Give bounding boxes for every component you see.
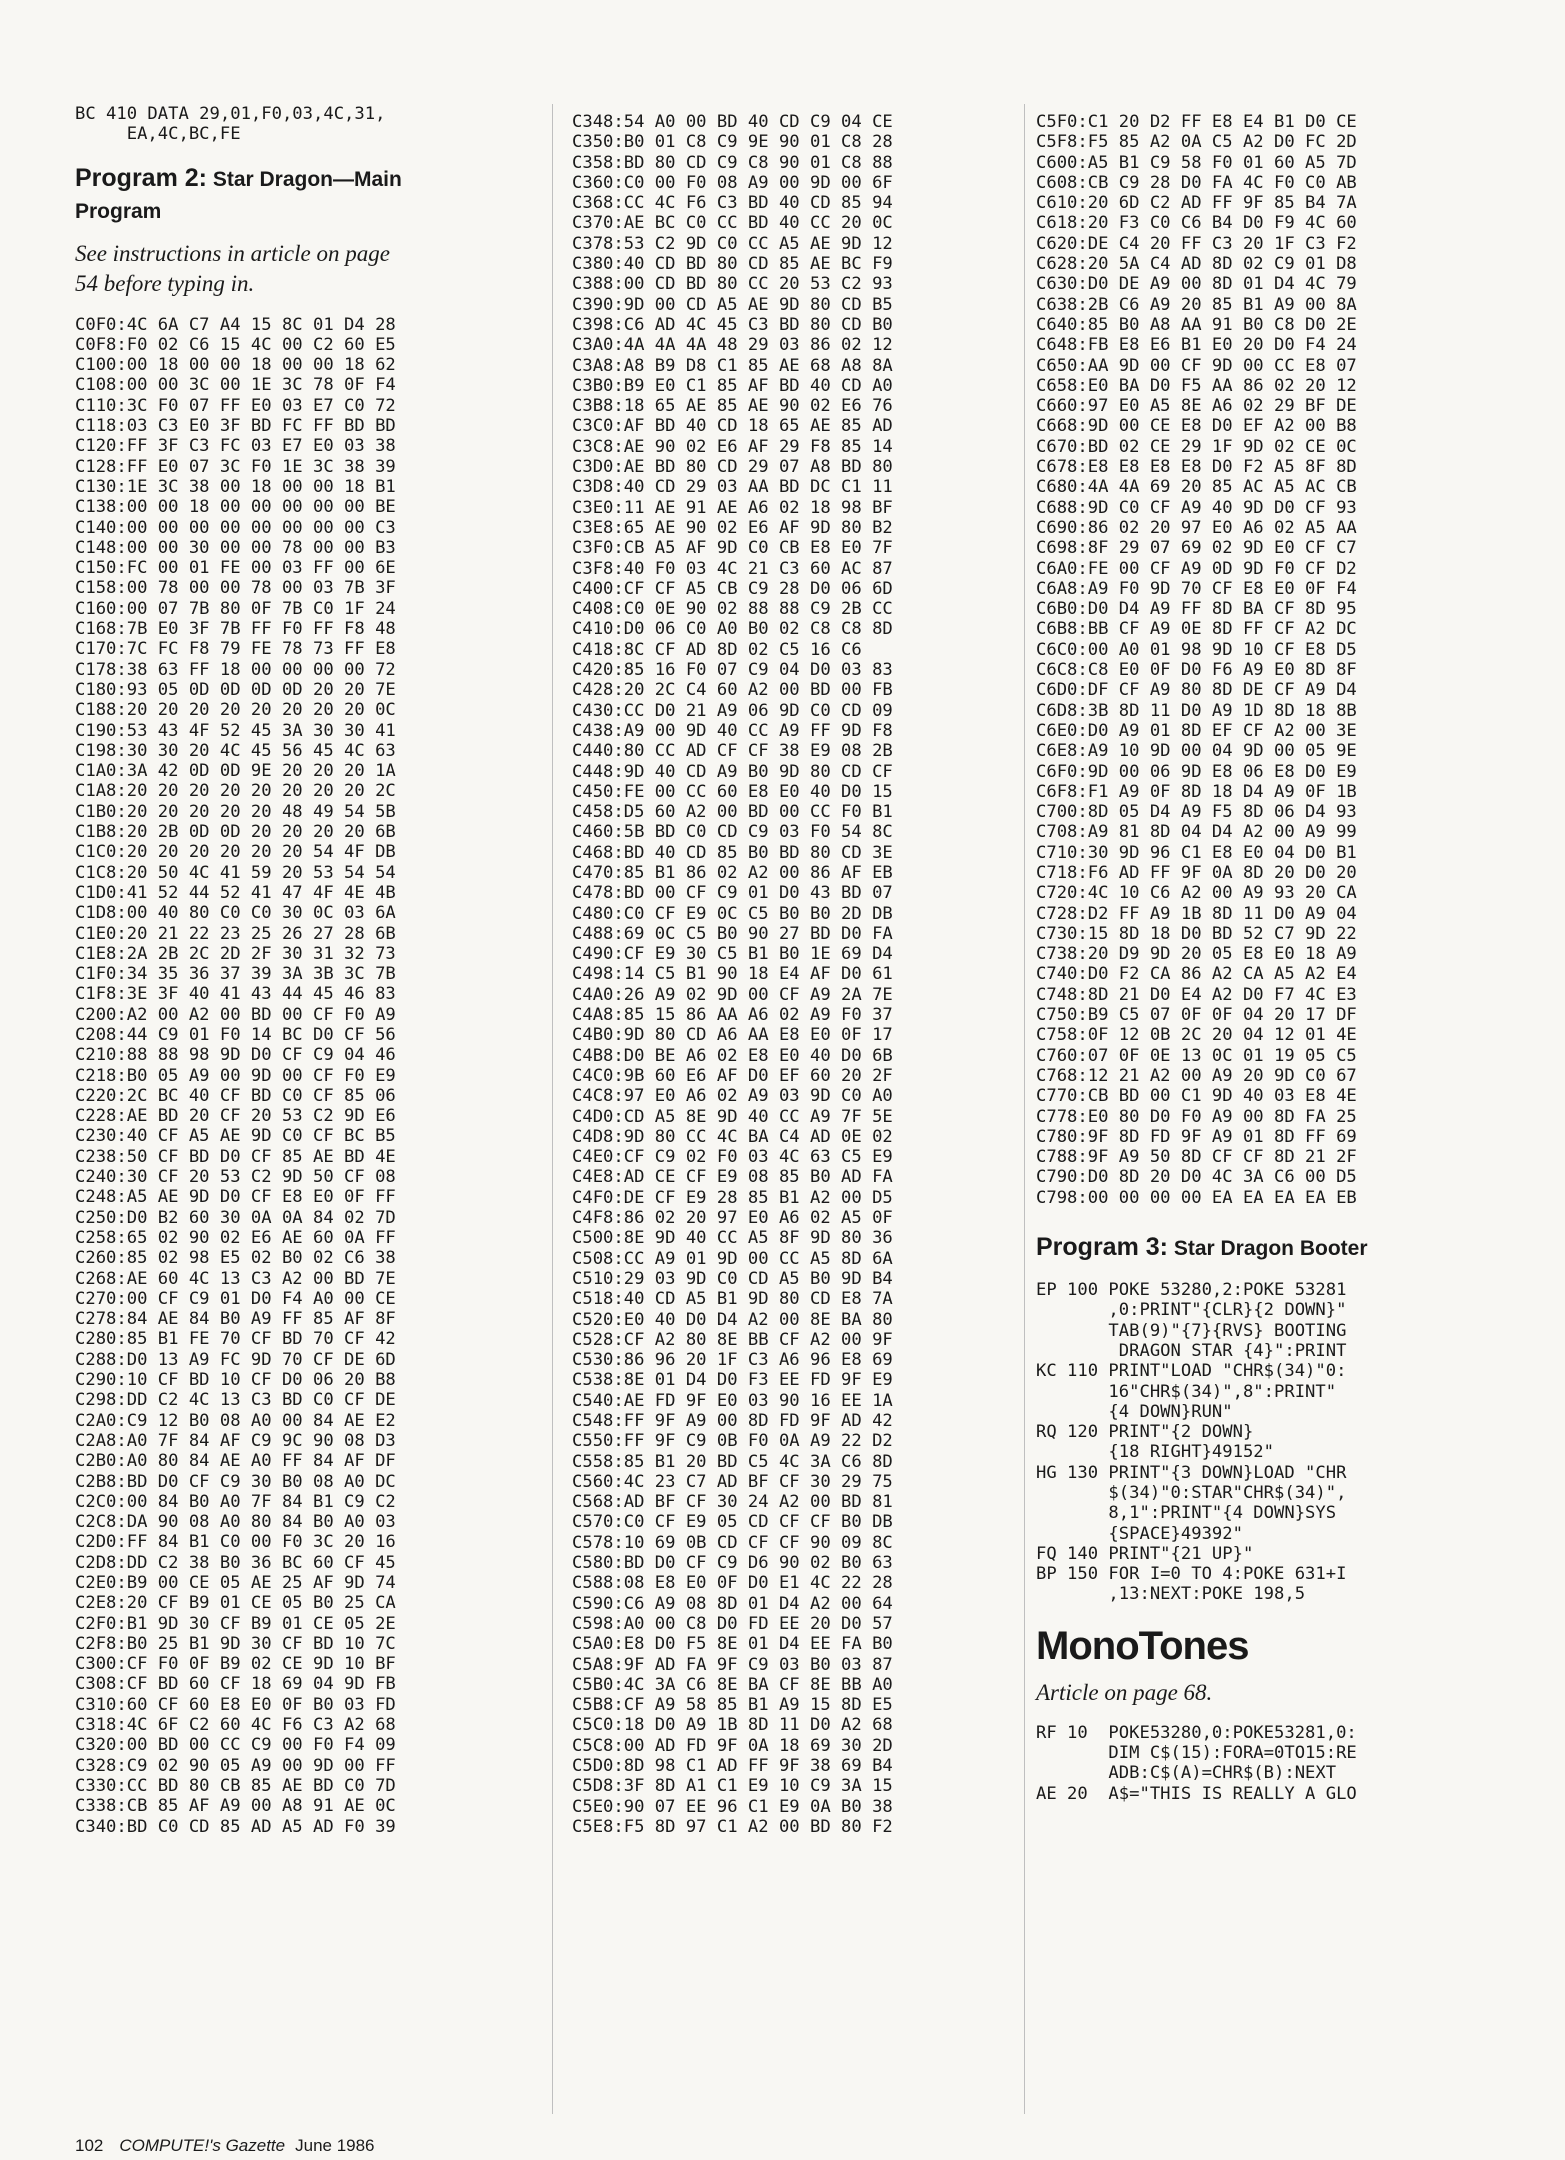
code-line: C138:00 00 18 00 00 00 00 00 BE [75,497,396,518]
program2-title-b: Program [75,199,162,223]
code-line: C1D8:00 40 80 C0 C0 30 0C 03 6A [75,903,396,924]
code-line: C688:9D C0 CF A9 40 9D D0 CF 93 [1036,497,1357,518]
code-line: ,13:NEXT:POKE 198,5 [1036,1584,1306,1605]
code-line: C2C0:00 84 B0 A0 7F 84 B1 C9 C2 [75,1491,396,1512]
program2-label: Program 2: [75,163,207,192]
code-line: C6E8:A9 10 9D 00 04 9D 00 05 9E [1036,741,1357,762]
monotones-note: Article on page 68. [1036,1679,1213,1705]
code-line: C678:E8 E8 E8 E8 D0 F2 A5 8F 8D [1036,457,1357,478]
column-divider-2 [1024,104,1025,2114]
code-line: C370:AE BC C0 CC BD 40 CC 20 0C [572,213,893,234]
code-line: C278:84 AE 84 B0 A9 FF 85 AF 8F [75,1309,396,1330]
column-3 [1036,112,1496,1804]
code-line: C220:2C BC 40 CF BD C0 CF 85 06 [75,1085,396,1106]
code-line: C760:07 0F 0E 13 0C 01 19 05 C5 [1036,1045,1357,1066]
code-line: C318:4C 6F C2 60 4C F6 C3 A2 68 [75,1715,396,1736]
code-line: C430:CC D0 21 A9 06 9D C0 CD 09 [572,700,893,721]
code-line: C130:1E 3C 38 00 18 00 00 18 B1 [75,476,396,497]
code-line: C300:CF F0 0F B9 02 CE 9D 10 BF [75,1654,396,1675]
program2-title-a: Star Dragon—Main [206,167,402,191]
code-line: C248:A5 AE 9D D0 CF E8 E0 0F FF [75,1187,396,1208]
code-line: C320:00 BD 00 CC C9 00 F0 F4 09 [75,1735,396,1756]
code-line: C340:BD C0 CD 85 AD A5 AD F0 39 [75,1816,396,1837]
program2-note [75,239,515,299]
code-line: C2C8:DA 90 08 A0 80 84 B0 A0 03 [75,1512,396,1533]
code-line: C418:8C CF AD 8D 02 C5 16 C6 [572,639,862,660]
code-line: C2D8:DD C2 38 B0 36 BC 60 CF 45 [75,1552,396,1573]
code-line: C258:65 02 90 02 E6 AE 60 0A FF [75,1227,396,1248]
code-line: C540:AE FD 9F E0 03 90 16 EE 1A [572,1390,893,1411]
code-line: {SPACE}49392" [1036,1523,1243,1544]
code-line: C420:85 16 F0 07 C9 04 D0 03 83 [572,660,893,681]
code-line: EP 100 POKE 53280,2:POKE 53281 [1036,1280,1347,1301]
code-line: C3F8:40 F0 03 4C 21 C3 60 AC 87 [572,558,893,579]
code-line: C780:9F 8D FD 9F A9 01 8D FF 69 [1036,1126,1357,1147]
code-line: C2B0:A0 80 84 AE A0 FF 84 AF DF [75,1451,396,1472]
code-line: C3D8:40 CD 29 03 AA BD DC C1 11 [572,477,893,498]
code-line: C4D0:CD A5 8E 9D 40 CC A9 7F 5E [572,1106,893,1127]
code-line: C180:93 05 0D 0D 0D 0D 20 20 7E [75,679,396,700]
code-line: C298:DD C2 4C 13 C3 BD C0 CF DE [75,1390,396,1411]
code-line: C5B8:CF A9 58 85 B1 A9 15 8D E5 [572,1695,893,1716]
code-line: ,0:PRINT"{CLR}{2 DOWN}" [1036,1300,1347,1321]
code-line: C698:8F 29 07 69 02 9D E0 CF C7 [1036,538,1357,559]
column-divider-1 [552,104,553,2114]
code-line: C550:FF 9F C9 0B F0 0A A9 22 D2 [572,1431,893,1452]
code-line: C1A0:3A 42 0D 0D 9E 20 20 20 1A [75,761,396,782]
code-line: C708:A9 81 8D 04 D4 A2 00 A9 99 [1036,822,1357,843]
program3-title: Star Dragon Booter [1167,1237,1368,1261]
code-line: ADB:C$(A)=CHR$(B):NEXT [1036,1763,1337,1784]
code-line: C3F0:CB A5 AF 9D C0 CB E8 E0 7F [572,538,893,559]
code-line: C778:E0 80 D0 F0 A9 00 8D FA 25 [1036,1106,1357,1127]
program3-listing [1036,1280,1496,1605]
code-line: C238:50 CF BD D0 CF 85 AE BD 4E [75,1146,396,1167]
column-1 [75,104,515,1837]
code-line: C640:85 B0 A8 AA 91 B0 C8 D0 2E [1036,314,1357,335]
code-line: C1E0:20 21 22 23 25 26 27 28 6B [75,923,396,944]
code-line: C208:44 C9 01 F0 14 BC D0 CF 56 [75,1024,396,1045]
code-line: C548:FF 9F A9 00 8D FD 9F AD 42 [572,1411,893,1431]
code-line: FQ 140 PRINT"{21 UP}" [1036,1543,1254,1564]
code-line: C428:20 2C C4 60 A2 00 BD 00 FB [572,680,893,701]
code-line: C458:D5 60 A2 00 BD 00 CC F0 B1 [572,802,893,823]
code-line: RQ 120 PRINT"{2 DOWN} [1036,1422,1254,1443]
code-line: C268:AE 60 4C 13 C3 A2 00 BD 7E [75,1268,396,1289]
code-line: C228:AE BD 20 CF 20 53 C2 9D E6 [75,1106,396,1127]
code-line: C620:DE C4 20 FF C3 20 1F C3 F2 [1036,233,1357,254]
code-line: C348:54 A0 00 BD 40 CD C9 04 CE [572,112,893,132]
code-line: C310:60 CF 60 E8 E0 0F B0 03 FD [75,1694,396,1715]
note-line: 54 before typing in. [75,270,255,296]
code-line: C6E0:D0 A9 01 8D EF CF A2 00 3E [1036,720,1357,741]
code-line: C280:85 B1 FE 70 CF BD 70 CF 42 [75,1329,396,1350]
code-line: C3A0:4A 4A 4A 48 29 03 86 02 12 [572,335,893,356]
code-line: C618:20 F3 C0 C6 B4 D0 F9 4C 60 [1036,213,1357,234]
code-line: C450:FE 00 CC 60 E8 E0 40 D0 15 [572,781,893,802]
code-line: C6B0:D0 D4 A9 FF 8D BA CF 8D 95 [1036,599,1357,620]
code-line: C1C8:20 50 4C 41 59 20 53 54 54 [75,862,396,883]
code-line: C328:C9 02 90 05 A9 00 9D 00 FF [75,1755,396,1776]
code-line: EA,4C,BC,FE [75,124,241,145]
code-line: C350:B0 01 C8 C9 9E 90 01 C8 28 [572,132,893,153]
code-line: DRAGON STAR {4}":PRINT [1036,1340,1347,1361]
code-line: C6D0:DF CF A9 80 8D DE CF A9 D4 [1036,680,1357,701]
code-line: C4C8:97 E0 A6 02 A9 03 9D C0 A0 [572,1086,893,1107]
code-line: C538:8E 01 D4 D0 F3 EE FD 9F E9 [572,1370,893,1391]
code-line: C5E0:90 07 EE 96 C1 E9 0A B0 38 [572,1796,893,1817]
code-line: BC 410 DATA 29,01,F0,03,4C,31, [75,104,386,124]
code-line: C690:86 02 20 97 E0 A6 02 A5 AA [1036,517,1357,538]
code-line: C648:FB E8 E6 B1 E0 20 D0 F4 24 [1036,335,1357,356]
code-line: C508:CC A9 01 9D 00 CC A5 8D 6A [572,1248,893,1269]
code-line: RF 10 POKE53280,0:POKE53281,0: [1036,1722,1357,1743]
code-line: C2E0:B9 00 CE 05 AE 25 AF 9D 74 [75,1573,396,1593]
code-line: C610:20 6D C2 AD FF 9F 85 B4 7A [1036,193,1357,214]
code-line: C6F8:F1 A9 0F 8D 18 D4 A9 0F 1B [1036,781,1357,802]
code-line: C448:9D 40 CD A9 B0 9D 80 CD CF [572,761,893,782]
code-line: C5E8:F5 8D 97 C1 A2 00 BD 80 F2 [572,1816,893,1837]
code-line: C5F0:C1 20 D2 FF E8 E4 B1 D0 CE [1036,112,1357,132]
code-line: C558:85 B1 20 BD C5 4C 3A C6 8D [572,1451,893,1472]
code-line: C588:08 E8 E0 0F D0 E1 4C 22 28 [572,1573,893,1594]
code-line: C398:C6 AD 4C 45 C3 BD 80 CD B0 [572,314,893,335]
code-line: C6A0:FE 00 CF A9 0D 9D F0 CF D2 [1036,558,1357,579]
code-line: C0F8:F0 02 C6 15 4C 00 C2 60 E5 [75,334,396,355]
code-line: C3D0:AE BD 80 CD 29 07 A8 BD 80 [572,457,893,478]
code-line: C468:BD 40 CD 85 B0 BD 80 CD 3E [572,842,893,863]
code-line: C790:D0 8D 20 D0 4C 3A C6 00 D5 [1036,1167,1357,1188]
code-line: C2B8:BD D0 CF C9 30 B0 08 A0 DC [75,1471,396,1492]
code-line: C438:A9 00 9D 40 CC A9 FF 9D F8 [572,720,893,741]
code-line: C360:C0 00 F0 08 A9 00 9D 00 6F [572,172,893,193]
code-line: C408:C0 0E 90 02 88 88 C9 2B CC [572,599,893,620]
code-line: C598:A0 00 C8 D0 FD EE 20 D0 57 [572,1613,893,1634]
code-line: C5F8:F5 85 A2 0A C5 A2 D0 FC 2D [1036,132,1357,153]
code-line: C510:29 03 9D C0 CD A5 B0 9D B4 [572,1268,893,1289]
code-line: C110:3C F0 07 FF E0 03 E7 C0 72 [75,395,396,416]
code-line: C4E8:AD CE CF E9 08 85 B0 AD FA [572,1167,893,1188]
code-line: C230:40 CF A5 AE 9D C0 CF BC B5 [75,1126,396,1147]
program2-listing-col1 [75,315,515,1837]
code-line: C5C8:00 AD FD 9F 0A 18 69 30 2D [572,1735,893,1756]
code-line: C1B0:20 20 20 20 20 48 49 54 5B [75,801,396,822]
code-line: C710:30 9D 96 C1 E8 E0 04 D0 B1 [1036,842,1357,863]
issue-date: June 1986 [295,2136,375,2155]
code-line: AE 20 A$="THIS IS REALLY A GLO [1036,1783,1357,1804]
code-line: C600:A5 B1 C9 58 F0 01 60 A5 7D [1036,152,1357,173]
code-line: 16"CHR$(34)",8":PRINT" [1036,1381,1337,1402]
code-line: C5D8:3F 8D A1 C1 E9 10 C9 3A 15 [572,1776,893,1797]
code-line: C788:9F A9 50 8D CF CF 8D 21 2F [1036,1147,1357,1168]
code-line: C2D0:FF 84 B1 C0 00 F0 3C 20 16 [75,1532,396,1553]
code-line: C2F0:B1 9D 30 CF B9 01 CE 05 2E [75,1613,396,1634]
code-line: C498:14 C5 B1 90 18 E4 AF D0 61 [572,964,893,985]
code-line: C500:8E 9D 40 CC A5 8F 9D 80 36 [572,1228,893,1249]
code-line: C1C0:20 20 20 20 20 20 54 4F DB [75,842,396,863]
code-line: C1F0:34 35 36 37 39 3A 3B 3C 7B [75,964,396,985]
code-line: C288:D0 13 A9 FC 9D 70 CF DE 6D [75,1349,396,1370]
code-line: C2F8:B0 25 B1 9D 30 CF BD 10 7C [75,1633,396,1654]
program1-tail [75,104,515,145]
code-line: C4A0:26 A9 02 9D 00 CF A9 2A 7E [572,984,893,1005]
code-line: C608:CB C9 28 D0 FA 4C F0 C0 AB [1036,172,1357,193]
code-line: C200:A2 00 A2 00 BD 00 CF F0 A9 [75,1004,396,1025]
code-line: C518:40 CD A5 B1 9D 80 CD E8 7A [572,1289,893,1310]
code-line: C590:C6 A9 08 8D 01 D4 A2 00 64 [572,1593,893,1614]
publication-name: COMPUTE!'s Gazette [119,2136,286,2155]
code-line: TAB(9)"{7}{RVS} BOOTING [1036,1320,1347,1341]
code-line: C118:03 C3 E0 3F BD FC FF BD BD [75,416,396,437]
code-line: C528:CF A2 80 8E BB CF A2 00 9F [572,1329,893,1350]
code-line: $(34)"0:STAR"CHR$(34)", [1036,1483,1347,1503]
code-line: C378:53 C2 9D C0 CC A5 AE 9D 12 [572,233,893,254]
code-line: C158:00 78 00 00 78 00 03 7B 3F [75,578,396,599]
code-line: C270:00 CF C9 01 D0 F4 A0 00 CE [75,1288,396,1309]
code-line: C218:B0 05 A9 00 9D 00 CF F0 E9 [75,1065,396,1086]
code-line: C108:00 00 3C 00 1E 3C 78 0F F4 [75,375,396,396]
code-line: C290:10 CF BD 10 CF D0 06 20 B8 [75,1370,396,1391]
code-line: C748:8D 21 D0 E4 A2 D0 F7 4C E3 [1036,984,1357,1005]
code-line: C100:00 18 00 00 18 00 00 18 62 [75,355,396,376]
code-line: C6D8:3B 8D 11 D0 A9 1D 8D 18 8B [1036,700,1357,721]
code-line: C240:30 CF 20 53 C2 9D 50 CF 08 [75,1167,396,1188]
column-2 [572,112,1012,1837]
code-line: C0F0:4C 6A C7 A4 15 8C 01 D4 28 [75,314,396,335]
code-line: C140:00 00 00 00 00 00 00 00 C3 [75,517,396,538]
code-line: C628:20 5A C4 AD 8D 02 C9 01 D8 [1036,254,1357,275]
code-line: C6B8:BB CF A9 0E 8D FF CF A2 DC [1036,619,1357,640]
code-line: C3B0:B9 E0 C1 85 AF BD 40 CD A0 [572,375,893,396]
note-line: See instructions in article on page [75,240,390,266]
code-line: C120:FF 3F C3 FC 03 E7 E0 03 38 [75,436,396,457]
code-line: C3E0:11 AE 91 AE A6 02 18 98 BF [572,497,893,518]
code-line: C730:15 8D 18 D0 BD 52 C7 9D 22 [1036,923,1357,944]
code-line: C720:4C 10 C6 A2 00 A9 93 20 CA [1036,883,1357,904]
code-line: C740:D0 F2 CA 86 A2 CA A5 A2 E4 [1036,964,1357,985]
code-line: C4F0:DE CF E9 28 85 B1 A2 00 D5 [572,1187,893,1208]
code-line: C6A8:A9 F0 9D 70 CF E8 E0 0F F4 [1036,578,1357,599]
code-line: C330:CC BD 80 CB 85 AE BD C0 7D [75,1775,396,1796]
code-line: C700:8D 05 D4 A9 F5 8D 06 D4 93 [1036,802,1357,823]
code-line: C530:86 96 20 1F C3 A6 96 E8 69 [572,1350,893,1371]
code-line: C198:30 30 20 4C 45 56 45 4C 63 [75,740,396,761]
code-line: C6C0:00 A0 01 98 9D 10 CF E8 D5 [1036,639,1357,660]
code-line: C658:E0 BA D0 F5 AA 86 02 20 12 [1036,375,1357,396]
code-line: C478:BD 00 CF C9 01 D0 43 BD 07 [572,883,893,904]
code-line: C1F8:3E 3F 40 41 43 44 45 46 83 [75,984,396,1005]
code-line: DIM C$(15):FORA=0TO15:RE [1036,1743,1357,1764]
code-line: C170:7C FC F8 79 FE 78 73 FF E8 [75,639,396,660]
code-line: C3C0:AF BD 40 CD 18 65 AE 85 AD [572,416,893,437]
code-line: C358:BD 80 CD C9 C8 90 01 C8 88 [572,152,893,173]
code-line: C4B0:9D 80 CD A6 AA E8 E0 0F 17 [572,1025,893,1046]
code-line: C190:53 43 4F 52 45 3A 30 30 41 [75,720,396,741]
code-line: C480:C0 CF E9 0C C5 B0 B0 2D DB [572,903,893,924]
code-line: BP 150 FOR I=0 TO 4:POKE 631+I [1036,1564,1347,1585]
monotones-listing [1036,1723,1496,1804]
code-line: C578:10 69 0B CD CF CF 90 09 8C [572,1532,893,1553]
program3-heading [1036,1232,1496,1264]
code-line: C2A8:A0 7F 84 AF C9 9C 90 08 D3 [75,1430,396,1451]
program2-listing-col3 [1036,112,1496,1208]
code-line: C4D8:9D 80 CC 4C BA C4 AD 0E 02 [572,1126,893,1147]
code-line: C400:CF CF A5 CB C9 28 D0 06 6D [572,578,893,599]
code-line: C308:CF BD 60 CF 18 69 04 9D FB [75,1674,396,1695]
code-line: C260:85 02 98 E5 02 B0 02 C6 38 [75,1248,396,1269]
code-line: C570:C0 CF E9 05 CD CF CF B0 DB [572,1512,893,1533]
code-line: C718:F6 AD FF 9F 0A 8D 20 D0 20 [1036,862,1357,883]
code-line: C338:CB 85 AF A9 00 A8 91 AE 0C [75,1796,396,1817]
code-line: C188:20 20 20 20 20 20 20 20 0C [75,700,396,721]
code-line: C568:AD BF CF 30 24 A2 00 BD 81 [572,1492,893,1513]
code-line: 8,1":PRINT"{4 DOWN}SYS [1036,1503,1337,1524]
code-line: {4 DOWN}RUN" [1036,1401,1233,1422]
program2-listing-col2 [572,112,1012,1837]
code-line: {18 RIGHT}49152" [1036,1442,1274,1463]
code-line: C4A8:85 15 86 AA A6 02 A9 F0 37 [572,1005,893,1026]
code-line: C2A0:C9 12 B0 08 A0 00 84 AE E2 [75,1410,396,1431]
code-line: C150:FC 00 01 FE 00 03 FF 00 6E [75,558,396,579]
code-line: C5D0:8D 98 C1 AD FF 9F 38 69 B4 [572,1756,893,1777]
program3-label: Program 3: [1036,1233,1168,1262]
code-line: C460:5B BD C0 CD C9 03 F0 54 8C [572,822,893,843]
code-line: C1B8:20 2B 0D 0D 20 20 20 20 6B [75,822,396,843]
code-line: HG 130 PRINT"{3 DOWN}LOAD "CHR [1036,1462,1347,1483]
code-line: C5B0:4C 3A C6 8E BA CF 8E BB A0 [572,1674,893,1695]
monotones-title: MonoTones [1036,1623,1249,1668]
code-line: C368:CC 4C F6 C3 BD 40 CD 85 94 [572,193,893,214]
code-line: C4E0:CF C9 02 F0 03 4C 63 C5 E9 [572,1147,893,1168]
code-line: KC 110 PRINT"LOAD "CHR$(34)"0: [1036,1361,1347,1382]
code-line: C650:AA 9D 00 CF 9D 00 CC E8 07 [1036,355,1357,376]
code-line: C1D0:41 52 44 52 41 47 4F 4E 4B [75,882,396,903]
code-line: C580:BD D0 CF C9 D6 90 02 B0 63 [572,1553,893,1574]
code-line: C798:00 00 00 00 EA EA EA EA EB [1036,1187,1357,1208]
code-line: C768:12 21 A2 00 A9 20 9D C0 67 [1036,1065,1357,1086]
code-line: C250:D0 B2 60 30 0A 0A 84 02 7D [75,1207,396,1228]
code-line: C4C0:9B 60 E6 AF D0 EF 60 20 2F [572,1065,893,1086]
code-line: C5A0:E8 D0 F5 8E 01 D4 EE FA B0 [572,1634,893,1655]
code-line: C4F8:86 02 20 97 E0 A6 02 A5 0F [572,1208,893,1229]
code-line: C680:4A 4A 69 20 85 AC A5 AC CB [1036,477,1357,498]
code-line: C3E8:65 AE 90 02 E6 AF 9D 80 B2 [572,517,893,538]
code-line: C490:CF E9 30 C5 B1 B0 1E 69 D4 [572,944,893,965]
code-line: C168:7B E0 3F 7B FF F0 FF F8 48 [75,619,396,640]
code-line: C660:97 E0 A5 8E A6 02 29 BF DE [1036,396,1357,417]
code-line: C5A8:9F AD FA 9F C9 03 B0 03 87 [572,1654,893,1675]
code-line: C128:FF E0 07 3C F0 1E 3C 38 39 [75,456,396,477]
code-line: C178:38 63 FF 18 00 00 00 00 72 [75,659,396,680]
page-number: 102 [75,2136,104,2155]
code-line: C390:9D 00 CD A5 AE 9D 80 CD B5 [572,294,893,315]
code-line: C6F0:9D 00 06 9D E8 06 E8 D0 E9 [1036,761,1357,782]
code-line: C630:D0 DE A9 00 8D 01 D4 4C 79 [1036,274,1357,295]
code-line: C520:E0 40 D0 D4 A2 00 8E BA 80 [572,1309,893,1330]
code-line: C750:B9 C5 07 0F 0F 04 20 17 DF [1036,1005,1357,1026]
code-line: C758:0F 12 0B 2C 20 04 12 01 4E [1036,1025,1357,1046]
code-line: C388:00 CD BD 80 CC 20 53 C2 93 [572,274,893,295]
code-line: C5C0:18 D0 A9 1B 8D 11 D0 A2 68 [572,1715,893,1736]
code-line: C470:85 B1 86 02 A2 00 86 AF EB [572,862,893,883]
code-line: C1E8:2A 2B 2C 2D 2F 30 31 32 73 [75,943,396,964]
code-line: C668:9D 00 CE E8 D0 EF A2 00 B8 [1036,416,1357,437]
page-footer [75,2136,375,2156]
code-line: C670:BD 02 CE 29 1F 9D 02 CE 0C [1036,436,1357,457]
program2-heading [75,163,515,227]
code-line: C488:69 0C C5 B0 90 27 BD D0 FA [572,923,893,944]
code-line: C1A8:20 20 20 20 20 20 20 20 2C [75,781,396,802]
code-line: C3A8:A8 B9 D8 C1 85 AE 68 A8 8A [572,355,893,376]
code-line: C210:88 88 98 9D D0 CF C9 04 46 [75,1045,396,1066]
code-line: C2E8:20 CF B9 01 CE 05 B0 25 CA [75,1593,396,1614]
code-line: C440:80 CC AD CF CF 38 E9 08 2B [572,741,893,762]
code-line: C6C8:C8 E0 0F D0 F6 A9 E0 8D 8F [1036,660,1357,681]
code-line: C770:CB BD 00 C1 9D 40 03 E8 4E [1036,1086,1357,1107]
code-line: C560:4C 23 C7 AD BF CF 30 29 75 [572,1471,893,1492]
code-line: C3B8:18 65 AE 85 AE 90 02 E6 76 [572,396,893,417]
code-line: C160:00 07 7B 80 0F 7B C0 1F 24 [75,598,396,619]
code-line: C638:2B C6 A9 20 85 B1 A9 00 8A [1036,294,1357,315]
code-line: C380:40 CD BD 80 CD 85 AE BC F9 [572,254,893,275]
code-line: C3C8:AE 90 02 E6 AF 29 F8 85 14 [572,436,893,457]
code-line: C738:20 D9 9D 20 05 E8 E0 18 A9 [1036,944,1357,965]
code-line: C148:00 00 30 00 00 78 00 00 B3 [75,537,396,558]
code-line: C410:D0 06 C0 A0 B0 02 C8 C8 8D [572,619,893,640]
code-line: C4B8:D0 BE A6 02 E8 E0 40 D0 6B [572,1045,893,1066]
code-line: C728:D2 FF A9 1B 8D 11 D0 A9 04 [1036,903,1357,924]
